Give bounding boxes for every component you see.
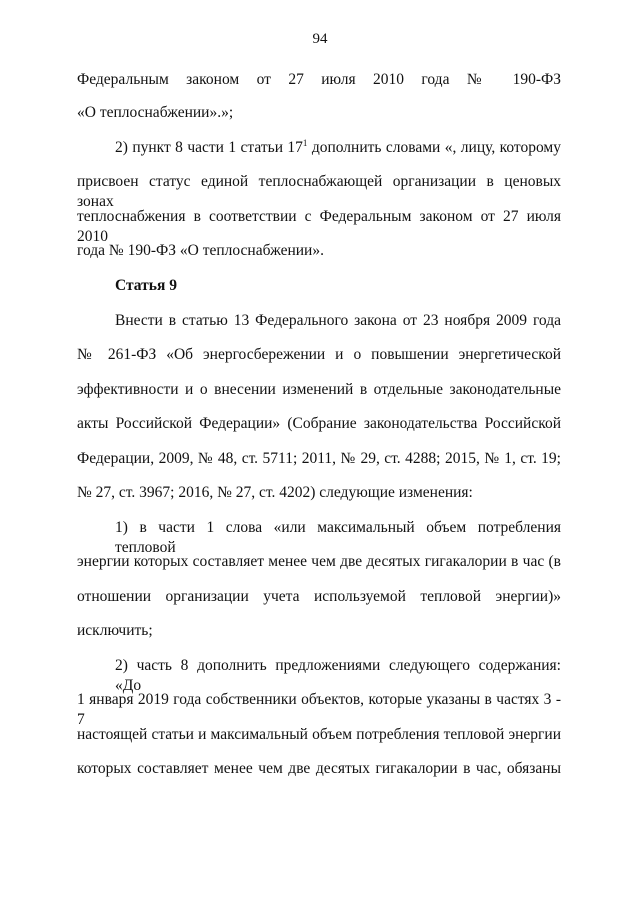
text-line: 1 января 2019 года собственники объектов, которые указаны в частях 3 - 7 (77, 691, 561, 728)
text-line: № 27, ст. 3967; 2016, № 27, ст. 4202) следующие изменения: (77, 484, 473, 501)
text-line (115, 138, 561, 158)
text-line: № 261-ФЗ «Об энергосбережении и о повышении энергетической (77, 346, 561, 363)
text-line: Внести в статью 13 Федерального закона от 23 ноября 2009 года (115, 312, 561, 329)
text-fragment: дополнить словами «, лицу, которому (307, 139, 561, 156)
text-line: отношении организации учета используемой тепловой энергии)» (77, 588, 561, 605)
page-number: 94 (312, 31, 328, 47)
text-line: Федеральным законом от 27 июля 2010 года № 190-ФЗ (77, 71, 561, 88)
article-heading: Статья 9 (115, 277, 177, 294)
text-line: настоящей статьи и максимальный объем потребления тепловой энергии (77, 726, 561, 743)
text-line: 2) часть 8 дополнить предложениями следующего содержания: «До (115, 657, 561, 694)
text-line: энергии которых составляет менее чем две десятых гигакалории в час (в (77, 553, 561, 570)
text-line: присвоен статус единой теплоснабжающей организации в ценовых зонах (77, 173, 561, 210)
superscript: 1 (302, 138, 308, 148)
text-line: Федерации, 2009, № 48, ст. 5711; 2011, № 29, ст. 4288; 2015, № 1, ст. 19; (77, 450, 561, 467)
text-line: эффективности и о внесении изменений в отдельные законодательные (77, 381, 561, 398)
text-line: 1) в части 1 слова «или максимальный объем потребления тепловой (115, 519, 561, 556)
text-line: года № 190-ФЗ «О теплоснабжении». (77, 242, 324, 259)
text-line: теплоснабжения в соответствии с Федеральным законом от 27 июля 2010 (77, 208, 561, 245)
text-line: которых составляет менее чем две десятых гигакалории в час, обязаны (77, 760, 561, 777)
text-fragment: 2) пункт 8 части 1 статьи 17 (115, 139, 303, 156)
text-line: «О теплоснабжении».»; (77, 104, 234, 121)
text-line: исключить; (77, 622, 153, 639)
text-line: акты Российской Федерации» (Собрание законодательства Российской (77, 415, 561, 432)
